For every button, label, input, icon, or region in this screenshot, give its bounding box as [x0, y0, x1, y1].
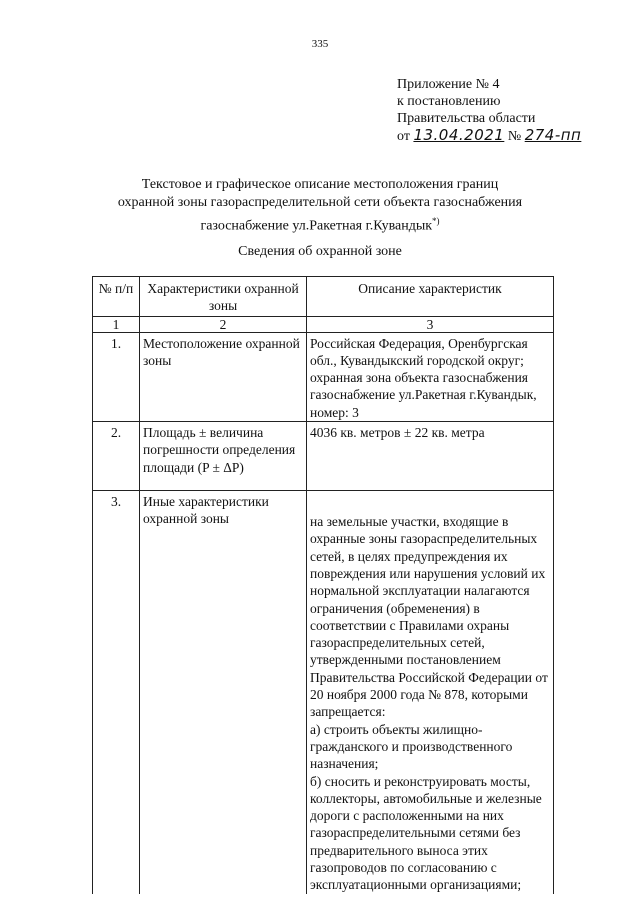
page-number: 335 — [311, 38, 329, 50]
title-line-3-text: газоснабжение ул.Ракетная г.Кувандык — [200, 218, 433, 234]
header-number: № п/п — [93, 277, 140, 317]
title-line-3 — [60, 212, 580, 236]
description-paragraph: на земельные участки, входящие в охранные зоны газораспределительных сетей, в целях предупреждения их повреждения или нарушения условий их нормальной эксплуатации налагаются ограничения (обременения) в соответствии с Правилами охраны газораспределительных сетей, утвержденными постановлением Правительства Российской Федерации от 20 ноября 2000 года № 878, которыми запрещается: — [310, 514, 548, 720]
title-line-1: Текстовое и графическое описание местоположения границ — [141, 177, 499, 192]
header-characteristics: Характеристики охранной зоны — [140, 277, 307, 317]
description-item-a: а) строить объекты жилищно-гражданского и производственного назначения; — [310, 721, 513, 772]
title-line-2: охранной зоны газораспределительной сети объекта газоснабжения — [117, 195, 523, 210]
appendix-line-3: Правительства области — [397, 111, 536, 126]
protection-zone-table — [92, 276, 554, 894]
row-description: 4036 кв. метров ± 22 кв. метра — [307, 422, 554, 491]
number-prefix: № — [507, 129, 522, 144]
table-row — [93, 422, 554, 491]
footnote-mark: *) — [432, 216, 440, 226]
handwritten-date: 13.04.2021 — [413, 126, 505, 144]
column-number: 3 — [307, 316, 554, 332]
column-number-row — [93, 316, 554, 332]
table-header-row — [93, 277, 554, 317]
row-description — [307, 491, 554, 894]
row-characteristic: Иные характеристики охранной зоны — [140, 491, 307, 894]
column-number: 2 — [140, 316, 307, 332]
date-prefix: от — [397, 129, 410, 144]
row-characteristic: Площадь ± величина погрешности определения площади (P ± ΔP) — [140, 422, 307, 491]
table-row — [93, 491, 554, 894]
row-number: 3. — [93, 491, 140, 894]
section-subtitle: Сведения об охранной зоне — [238, 244, 402, 259]
row-characteristic: Местоположение охранной зоны — [140, 332, 307, 421]
appendix-date-line — [397, 127, 581, 145]
appendix-line-1: Приложение № 4 — [397, 77, 500, 92]
row-number: 2. — [93, 422, 140, 491]
appendix-block — [397, 76, 581, 145]
table-row — [93, 332, 554, 421]
handwritten-number: 274-пп — [524, 126, 582, 144]
row-number: 1. — [93, 332, 140, 421]
header-description: Описание характеристик — [307, 277, 554, 317]
row-description: Российская Федерация, Оренбургская обл., Кувандыкский городской округ; охранная зона объекта газоснабжения газоснабжение ул.Ракетная г.Кувандык, номер: 3 — [307, 332, 554, 421]
document-title — [60, 176, 580, 236]
appendix-line-2: к постановлению — [397, 94, 501, 109]
description-item-b: б) сносить и реконструировать мосты, коллекторы, автомобильные и железные дороги с расположенными на них газораспределительными сетями без предварительного выноса этих газопроводов по согласованию с эксплуатационными организациями; — [310, 773, 542, 893]
column-number: 1 — [93, 316, 140, 332]
